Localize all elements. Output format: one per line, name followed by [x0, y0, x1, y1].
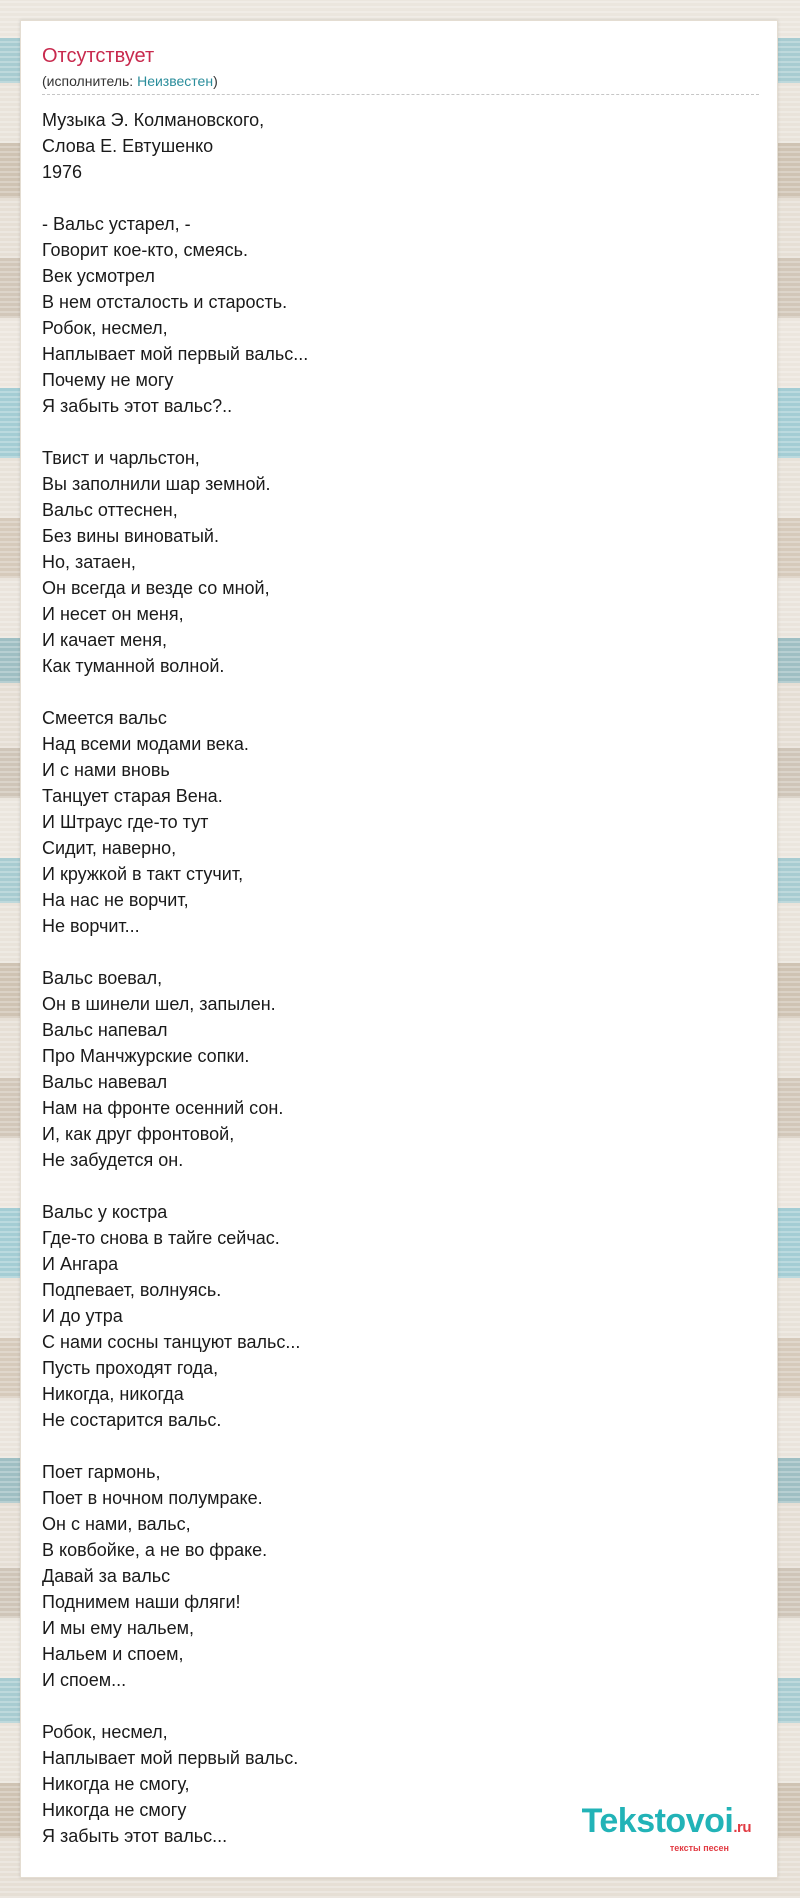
divider — [42, 94, 759, 95]
song-title: Отсутствует — [42, 45, 155, 67]
artist-prefix: (исполнитель: — [42, 73, 138, 89]
artist-link[interactable]: Неизвестен — [137, 73, 214, 89]
artist-line — [42, 73, 218, 89]
logo-name: Tekstovoi — [581, 1802, 734, 1840]
lyrics-card — [20, 20, 778, 1878]
logo-tld: .ru — [733, 1819, 751, 1836]
logo-tagline: тексты песен — [669, 1843, 729, 1853]
site-logo[interactable] — [582, 1804, 751, 1853]
lyrics-text: Музыка Э. Колмановского, Слова Е. Евтушенко 1976 - Вальс устарел, - Говорит кое-кто, смеясь. Век усмотрел В нем отсталость и старость. Робок, несмел, Наплывает мой первый вальс... Почему не могу Я забыть этот вальс?.. Твист и чарльстон, Вы заполнили шар земной. Вальс оттеснен, Без вины виноватый. Но, затаен, Он всегда и везде со мной, И несет он меня, И качает меня, Как туманной волной. Смеется вальс Над всеми модами века. И с нами вновь Танцует старая Вена. И Штраус где-то тут Сидит, наверно, И кружкой в такт стучит, На нас не ворчит, Не ворчит... Вальс воевал, Он в шинели шел, запылен. Вальс напевал Про Манчжурские сопки. Вальс навевал Нам на фронте осенний сон. И, как друг фронтовой, Не забудется он. Вальс у костра Где-то снова в тайге сейчас. И Ангара Подпевает, волнуясь. И до утра С нами сосны танцуют вальс... Пусть проходят года, Никогда, никогда Не состарится вальс. Поет гармонь, Поет в ночном полумраке. Он с нами, вальс, В ковбойке, а не во фраке. Давай за вальс Поднимем наши фляги! И мы ему нальем, Нальем и споем, И споем... Робок, несмел, Наплывает мой первый вальс. Никогда не смогу, Никогда не смогу Я забыть этот вальс... — [42, 110, 309, 1846]
artist-suffix: ) — [213, 73, 218, 89]
